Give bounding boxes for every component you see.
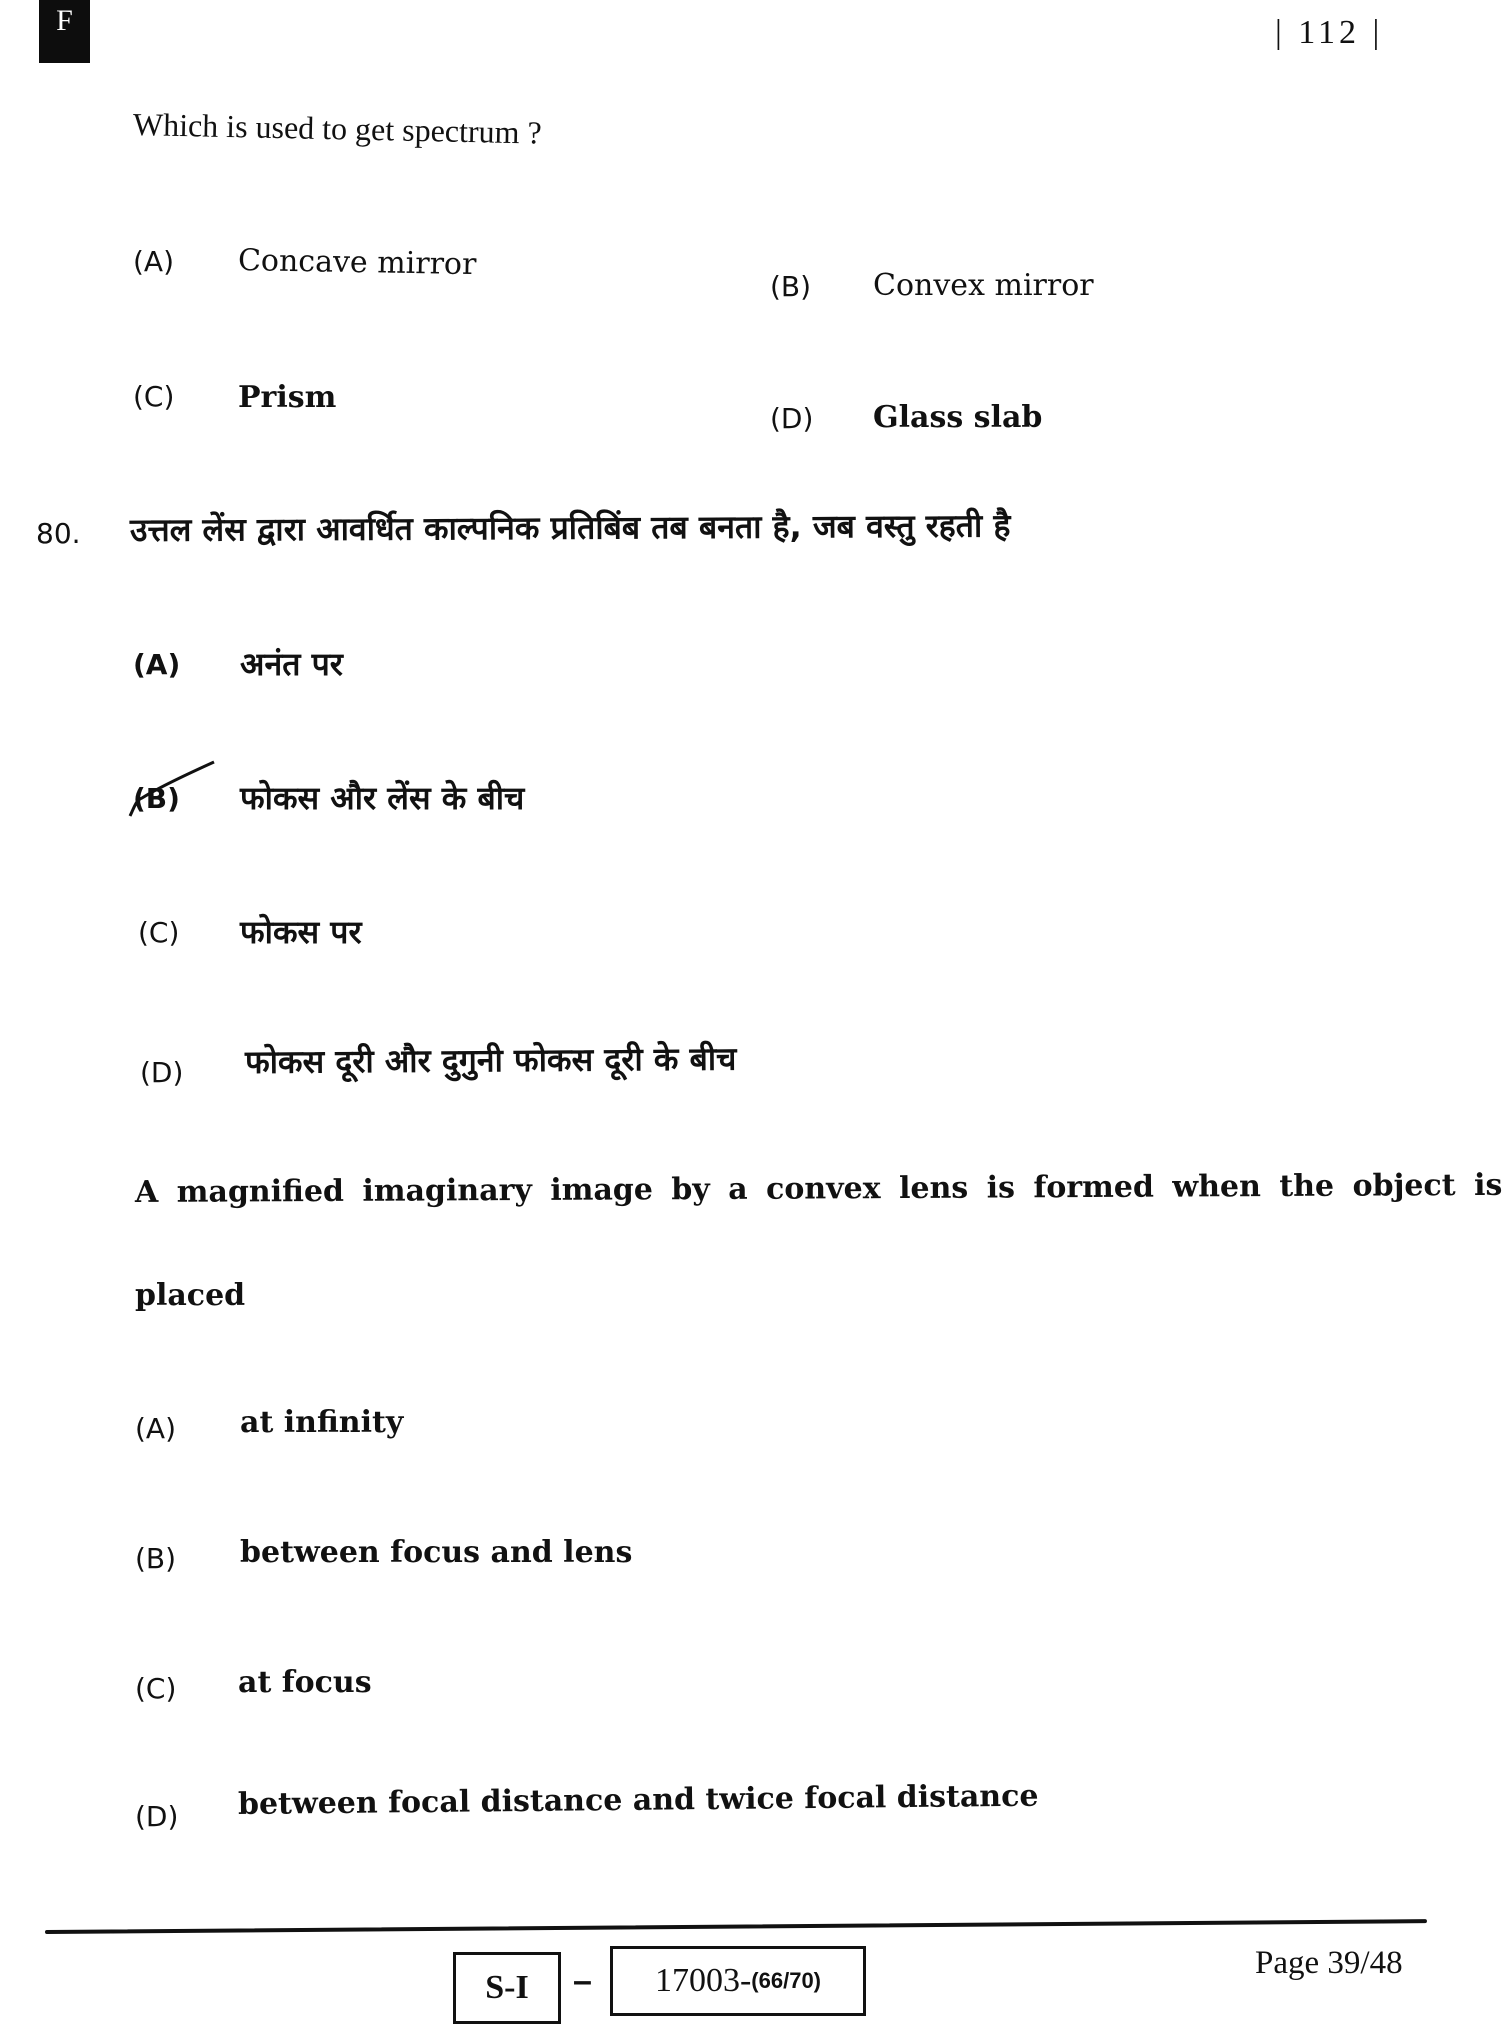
q79-option-c-text: Prism xyxy=(238,380,337,415)
q79-question: Which is used to get spectrum ? xyxy=(132,106,543,151)
paper-code-box xyxy=(610,1946,866,2016)
paper-code: 17003- xyxy=(654,1962,752,1999)
q80-en-option-b-label: (B) xyxy=(135,1542,177,1575)
paper-code-sub: (66/70) xyxy=(751,1968,822,1993)
series-box xyxy=(453,1952,561,2024)
footer-dash: – xyxy=(573,1962,592,2000)
q79-option-a-label: (A) xyxy=(133,245,175,278)
q80-en-option-b-text: between focus and lens xyxy=(240,1535,633,1570)
q80-en-option-c-text: at focus xyxy=(238,1665,372,1700)
q80-en-option-a-text: at infinity xyxy=(240,1405,404,1440)
q80-hi-option-c-label: (C) xyxy=(138,916,180,949)
q80-number: 80. xyxy=(36,517,81,550)
q80-hi-option-b-label: (B) xyxy=(133,782,180,815)
q80-question-english-line2: placed xyxy=(135,1278,246,1313)
series-code: S-I xyxy=(485,1969,529,2006)
q79-option-d-text: Glass slab xyxy=(873,400,1043,435)
q80-en-option-d-text: between focal distance and twice focal distance xyxy=(237,1778,1039,1822)
set-code-badge xyxy=(39,0,90,63)
q80-hi-option-a-text: अनंत पर xyxy=(240,645,343,683)
q79-option-d-label: (D) xyxy=(770,402,814,435)
q80-hi-option-a-label: (A) xyxy=(133,648,181,681)
q79-option-c-label: (C) xyxy=(133,380,175,413)
answer-tick-mark-icon xyxy=(128,760,218,820)
q80-en-option-c-label: (C) xyxy=(135,1672,177,1705)
q80-question-english-line1: A magnified imaginary image by a convex lens is formed when the object is xyxy=(134,1167,1503,1210)
q79-option-a-text: Concave mirror xyxy=(237,243,477,283)
q80-question-hindi: उत्तल लेंस द्वारा आवर्धित काल्पनिक प्रतिबिंब तब बनता है, जब वस्तु रहती है xyxy=(129,506,1011,549)
q80-en-option-a-label: (A) xyxy=(135,1412,177,1445)
q80-hi-option-b-text: फोकस और लेंस के बीच xyxy=(240,779,525,817)
q80-hi-option-c-text: फोकस पर xyxy=(240,913,362,951)
set-code: F xyxy=(56,4,73,37)
page-number: Page 39/48 xyxy=(1255,1945,1403,1981)
q80-hi-option-d-text: फोकस दूरी और दुगुनी फोकस दूरी के बीच xyxy=(244,1039,737,1081)
q79-option-b-label: (B) xyxy=(770,270,812,303)
footer-divider xyxy=(45,1919,1427,1934)
q79-option-b-text: Convex mirror xyxy=(873,268,1094,303)
booklet-code: | 112 | xyxy=(1275,14,1384,51)
q80-en-option-d-label: (D) xyxy=(135,1800,179,1833)
q80-hi-option-d-label: (D) xyxy=(140,1056,184,1089)
